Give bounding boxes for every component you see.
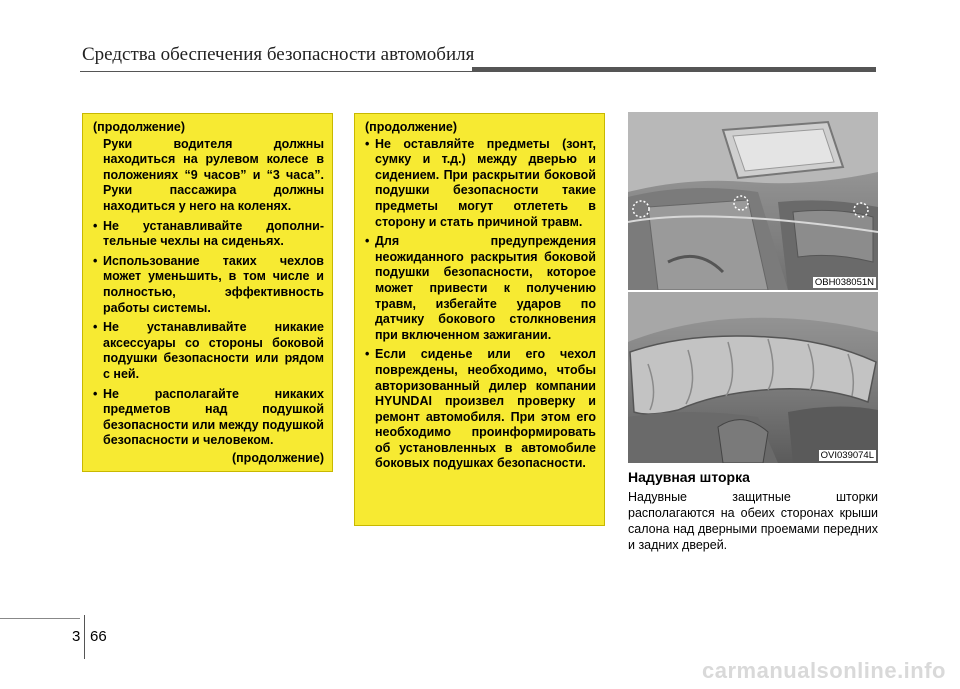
list-item: • Для предупреждения неожиданного раскрытия боковой подушки безопасности, которое может привести к получению травм, избегайте ударов по датчику бокового столкновения при включенном зажигании. bbox=[365, 234, 596, 343]
list-item: • Не располагайте никаких предметов над подушкой безопасности или между подушкой безопасности и человеком. bbox=[93, 387, 324, 449]
curtain-airbag-illustration bbox=[628, 292, 878, 463]
list-item: • Если сиденье или его чехол повреждены, необходимо, чтобы авторизованный дилер компании HYUNDAI произвел проверку и ремонт автомобиля. При этом его необходимо проинформировать об установленных в автомобиле боковых подушках безопасности. bbox=[365, 347, 596, 472]
list-item: • Не устанавливайте дополни-тельные чехлы на сиденьях. bbox=[93, 219, 324, 250]
interior-roof-illustration bbox=[628, 112, 878, 290]
watermark: carmanualsonline.info bbox=[702, 658, 946, 683]
interior-roof-photo bbox=[628, 112, 878, 290]
header-title: Средства обеспечения безопасности автомобиля bbox=[82, 44, 475, 65]
section-title: Надувная шторка bbox=[628, 469, 750, 485]
continued-label: (продолжение) bbox=[365, 120, 458, 134]
figure-code: OBH038051N bbox=[814, 277, 874, 288]
section-text: Надувные защитные шторки располагаются на обеих сторонах крыши салона над дверными проемами передних и задних дверей. bbox=[628, 490, 878, 552]
warning-intro: Руки водителя должны находиться на рулевом колесе в положениях “9 часов” и “3 часа”. Руки пассажира должны находиться у него на коленях. bbox=[103, 136, 324, 213]
list-item: • Использование таких чехлов может уменьшить, в том числе и полностью, эффективность работы системы. bbox=[93, 254, 324, 316]
continued-label: (продолжение) bbox=[93, 120, 186, 134]
page-divider bbox=[84, 615, 85, 659]
list-item: • Не устанавливайте никакие аксессуары со стороны боковой подушки безопасности или рядом с ней. bbox=[93, 320, 324, 382]
footer-rule bbox=[0, 618, 80, 619]
curtain-airbag-photo bbox=[628, 292, 878, 463]
warning-list bbox=[365, 137, 596, 472]
list-item: • Не оставляйте предметы (зонт, сумку и т.д.) между дверью и сидением. При раскрытии боковой подушки безопасности такие предметы могут отлететь в сторону и стать причиной травм. bbox=[365, 137, 596, 231]
page-number: 66 bbox=[90, 628, 107, 645]
header-rule-accent bbox=[472, 67, 876, 72]
warning-box-2 bbox=[354, 113, 605, 526]
warning-box-1 bbox=[82, 113, 333, 472]
continued-label: (продолжение) bbox=[231, 450, 324, 465]
figure-code: OVI039074L bbox=[820, 450, 874, 461]
chapter-number: 3 bbox=[72, 628, 81, 645]
warning-list bbox=[93, 219, 324, 449]
